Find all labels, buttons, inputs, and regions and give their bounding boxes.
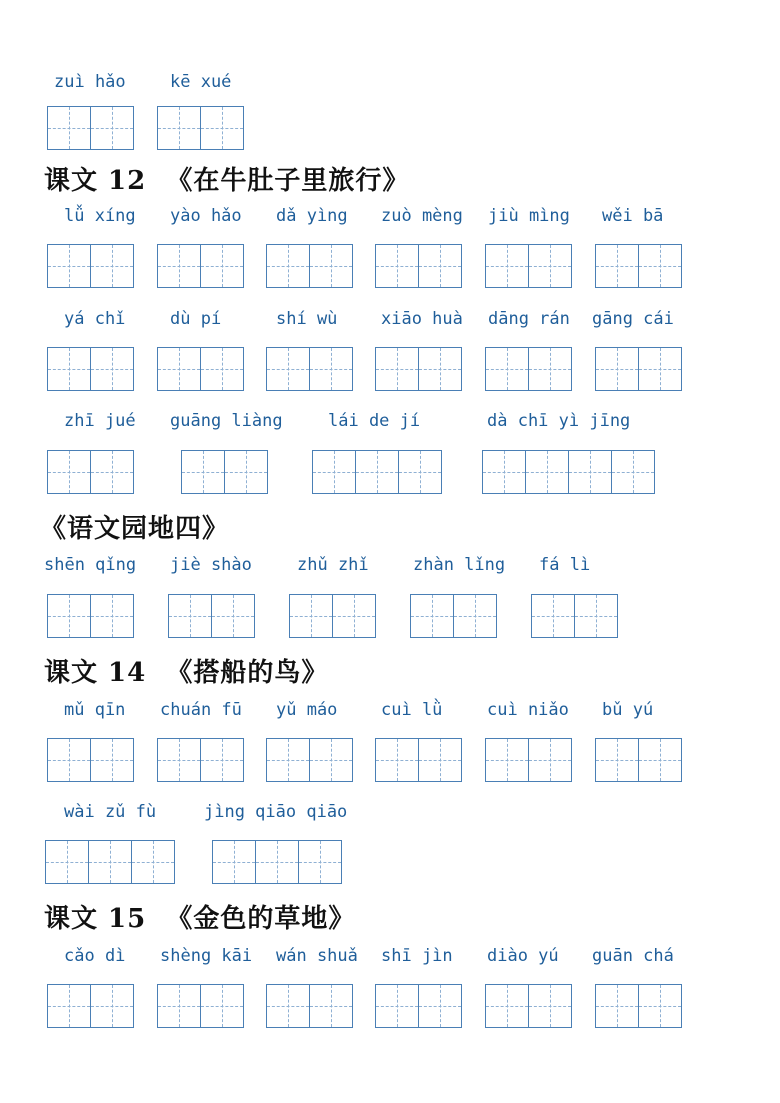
writing-box[interactable] [47, 984, 134, 1028]
pinyin-label: diào yú [487, 946, 559, 966]
pinyin-label: lái de jí [328, 411, 421, 431]
writing-box[interactable] [375, 984, 462, 1028]
pinyin-label: jiè shào [170, 555, 252, 575]
pinyin-label: zuò mèng [381, 206, 463, 226]
pinyin-label: shēn qǐng [44, 555, 137, 575]
pinyin-label: dāng rán [488, 309, 570, 329]
pinyin-label: dǎ yìng [276, 206, 348, 226]
writing-box[interactable] [157, 738, 244, 782]
pinyin-label: yá chǐ [64, 309, 126, 329]
pinyin-label: wán shuǎ [276, 946, 358, 966]
pinyin-label: kē xué [170, 72, 232, 92]
writing-box[interactable] [375, 738, 462, 782]
pinyin-label: cuì lǜ [381, 700, 443, 720]
writing-box[interactable] [168, 594, 255, 638]
writing-box[interactable] [312, 450, 442, 494]
writing-box[interactable] [47, 106, 134, 150]
pinyin-label: mǔ qīn [64, 700, 126, 720]
writing-box[interactable] [289, 594, 376, 638]
writing-box[interactable] [531, 594, 618, 638]
writing-box[interactable] [482, 450, 655, 494]
pinyin-label: jìng qiāo qiāo [204, 802, 348, 822]
writing-box[interactable] [47, 450, 134, 494]
lesson-heading: 课文 12 《在牛肚子里旅行》 [44, 166, 410, 196]
pinyin-label: lǚ xíng [64, 206, 136, 226]
writing-box[interactable] [45, 840, 175, 884]
writing-box[interactable] [212, 840, 342, 884]
pinyin-label: zhǔ zhǐ [297, 555, 369, 575]
pinyin-label: dà chī yì jīng [487, 411, 631, 431]
lesson-heading: 课文 14 《搭船的鸟》 [44, 658, 329, 688]
writing-box[interactable] [266, 738, 353, 782]
writing-box[interactable] [485, 244, 572, 288]
pinyin-label: yǔ máo [276, 700, 338, 720]
pinyin-label: chuán fū [160, 700, 242, 720]
pinyin-label: wěi bā [602, 206, 664, 226]
pinyin-label: fá lì [539, 555, 591, 575]
pinyin-label: shí wù [276, 309, 338, 329]
writing-box[interactable] [181, 450, 268, 494]
pinyin-label: dù pí [170, 309, 222, 329]
pinyin-label: zuì hǎo [54, 72, 126, 92]
pinyin-label: gāng cái [592, 309, 674, 329]
pinyin-label: xiāo huà [381, 309, 463, 329]
pinyin-label: wài zǔ fù [64, 802, 157, 822]
pinyin-label: jiù mìng [488, 206, 570, 226]
writing-box[interactable] [157, 106, 244, 150]
pinyin-label: cǎo dì [64, 946, 126, 966]
writing-box[interactable] [410, 594, 497, 638]
writing-box[interactable] [157, 347, 244, 391]
writing-box[interactable] [47, 594, 134, 638]
pinyin-label: shī jìn [381, 946, 453, 966]
pinyin-label: guāng liàng [170, 411, 283, 431]
lesson-heading: 课文 15 《金色的草地》 [44, 904, 356, 934]
writing-box[interactable] [485, 984, 572, 1028]
writing-box[interactable] [266, 244, 353, 288]
writing-box[interactable] [157, 244, 244, 288]
writing-box[interactable] [595, 984, 682, 1028]
pinyin-label: bǔ yú [602, 700, 654, 720]
lesson-heading: 《语文园地四》 [40, 514, 230, 544]
writing-box[interactable] [595, 738, 682, 782]
pinyin-label: cuì niǎo [487, 700, 569, 720]
writing-box[interactable] [595, 347, 682, 391]
pinyin-label: guān chá [592, 946, 674, 966]
writing-box[interactable] [595, 244, 682, 288]
writing-box[interactable] [485, 347, 572, 391]
writing-box[interactable] [47, 738, 134, 782]
writing-box[interactable] [157, 984, 244, 1028]
writing-box[interactable] [266, 347, 353, 391]
pinyin-label: yào hǎo [170, 206, 242, 226]
writing-box[interactable] [375, 244, 462, 288]
pinyin-label: shèng kāi [160, 946, 253, 966]
writing-box[interactable] [375, 347, 462, 391]
writing-box[interactable] [47, 347, 134, 391]
writing-box[interactable] [47, 244, 134, 288]
pinyin-label: zhàn lǐng [413, 555, 506, 575]
writing-box[interactable] [266, 984, 353, 1028]
writing-box[interactable] [485, 738, 572, 782]
pinyin-label: zhī jué [64, 411, 136, 431]
